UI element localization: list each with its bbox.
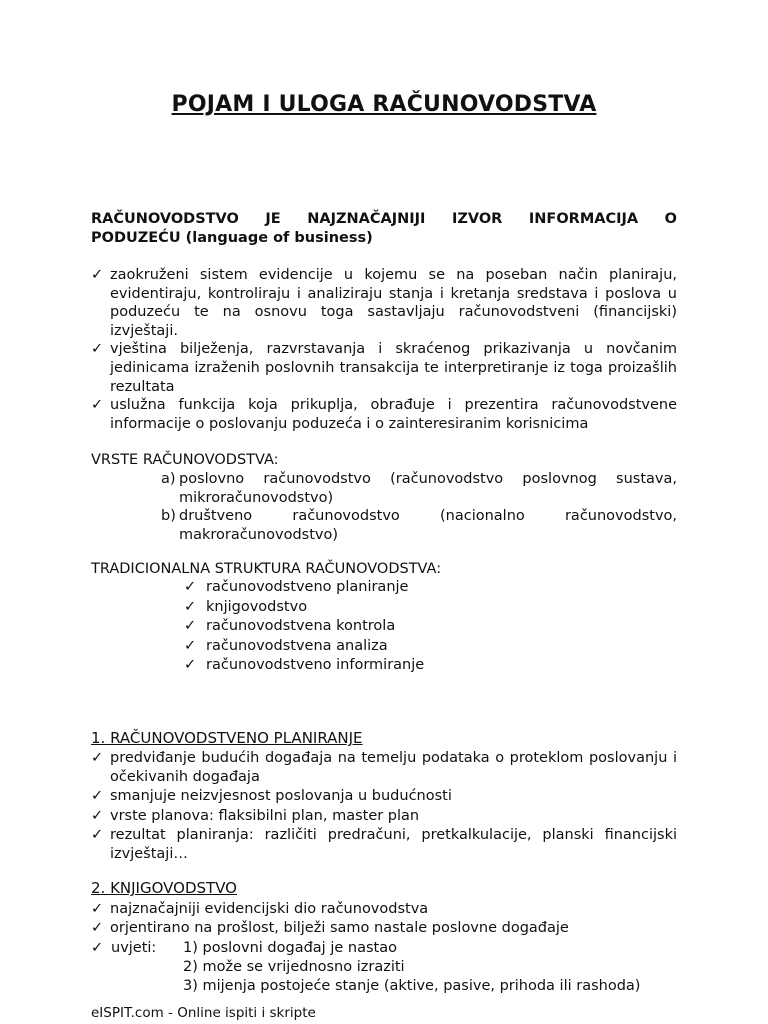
intro-heading <box>91 210 677 248</box>
bullet-text: rezultat planiranja: različiti predračuni, pretkalkulacije, planski financijski izvještaji… <box>110 826 677 863</box>
list-item <box>184 598 424 618</box>
check-icon: ✓ <box>184 618 197 635</box>
bullet-text: orjentirano na prošlost, bilježi samo nastale poslovne događaje <box>110 920 569 937</box>
check-icon: ✓ <box>91 341 104 358</box>
list-item <box>91 807 677 826</box>
check-icon: ✓ <box>184 637 197 654</box>
section-1-list <box>91 749 677 864</box>
item-text: računovodstvena analiza <box>206 637 388 654</box>
struktura-list <box>184 578 424 676</box>
bullet-text: vrste planova: flaksibilni plan, master plan <box>110 807 420 824</box>
item-text: računovodstveno informiranje <box>206 657 425 674</box>
list-item <box>184 637 424 657</box>
list-item <box>91 919 677 938</box>
check-icon: ✓ <box>184 579 197 595</box>
page-title: POJAM I ULOGA RAČUNOVODSTVA <box>171 92 597 117</box>
item-text: računovodstveno planiranje <box>206 579 409 595</box>
check-icon: ✓ <box>91 940 104 956</box>
check-icon: ✓ <box>91 267 104 283</box>
list-item: 3) mijenja postojeće stanje (aktive, pasive, prihoda ili rashoda) <box>183 978 641 994</box>
list-item <box>91 749 677 787</box>
check-icon: ✓ <box>184 657 197 674</box>
intro-line-1: RAČUNOVODSTVO JE NAJZNAČAJNIJI IZVOR INFORMACIJA O <box>91 211 677 227</box>
list-item: 2) može se vrijednosno izraziti <box>183 959 405 975</box>
item-text: knjigovodstvo <box>206 598 308 615</box>
item-label: b) <box>161 508 176 524</box>
check-icon: ✓ <box>91 826 104 843</box>
struktura-heading: TRADICIONALNA STRUKTURA RAČUNOVODSTVA: <box>91 561 442 577</box>
check-icon: ✓ <box>91 920 104 937</box>
bullet-text: vještina bilježenja, razvrstavanja i skraćenog prikazivanja u novčanim jedinicama izraženih poslovnih transakcija te interpretiranje iz toga proizašlih rezultata <box>110 341 677 395</box>
intro-line-2: PODUZEĆU (language of business) <box>91 230 373 246</box>
section-1-heading: 1. RAČUNOVODSTVENO PLANIRANJE <box>91 729 363 747</box>
item-text: računovodstvena kontrola <box>206 618 396 635</box>
list-item <box>184 578 424 598</box>
list-item <box>184 617 424 637</box>
list-item <box>91 266 677 340</box>
page-footer: eISPIT.com - Online ispiti i skripte <box>91 1005 316 1021</box>
check-icon: ✓ <box>91 788 104 805</box>
check-icon: ✓ <box>91 807 104 824</box>
list-item <box>91 900 677 919</box>
check-icon: ✓ <box>91 750 104 766</box>
list-item <box>91 826 677 864</box>
section-2-heading: 2. KNJIGOVODSTVO <box>91 879 237 897</box>
check-icon: ✓ <box>91 397 104 414</box>
list-item <box>184 656 424 676</box>
uvjeti-list <box>183 939 640 996</box>
bullet-text: smanjuje neizvjesnost poslovanja u budućnosti <box>110 788 452 805</box>
list-item <box>91 340 677 396</box>
bullet-text: uslužna funkcija koja prikuplja, obrađuje i prezentira računovodstvene informacije o poslovanju poduzeća i o zainteresiranim korisnicima <box>110 397 677 432</box>
check-icon: ✓ <box>91 901 104 917</box>
item-text: poslovno računovodstvo (računovodstvo poslovnog sustava, mikroračunovodstvo) <box>179 471 677 506</box>
bullet-text: predviđanje budućih događaja na temelju podataka o proteklom poslovanju i očekivanih događaja <box>110 750 677 786</box>
vrste-heading: VRSTE RAČUNOVODSTVA: <box>91 452 279 468</box>
list-item <box>161 470 677 507</box>
intro-bullet-list <box>91 266 677 433</box>
section-2-list <box>91 900 677 938</box>
list-item <box>161 507 677 544</box>
list-item <box>91 787 677 806</box>
bullet-text: najznačajniji evidencijski dio računovodstva <box>110 901 429 917</box>
vrste-list <box>161 470 677 544</box>
item-label: a) <box>161 471 176 487</box>
list-item: 1) poslovni događaj je nastao <box>183 940 397 956</box>
item-text: društveno računovodstvo (nacionalno računovodstvo, makroračunovodstvo) <box>179 508 677 543</box>
uvjeti-label: uvjeti: <box>111 940 157 956</box>
bullet-text: zaokruženi sistem evidencije u kojemu se na poseban način planiraju, evidentiraju, kontroliraju i analiziraju stanja i kretanja sredstava i poslova u poduzeću te na osnovu toga sastavljaju računovodstveni (financijski) izvještaji. <box>110 267 677 339</box>
check-icon: ✓ <box>184 598 197 615</box>
list-item <box>91 396 677 433</box>
